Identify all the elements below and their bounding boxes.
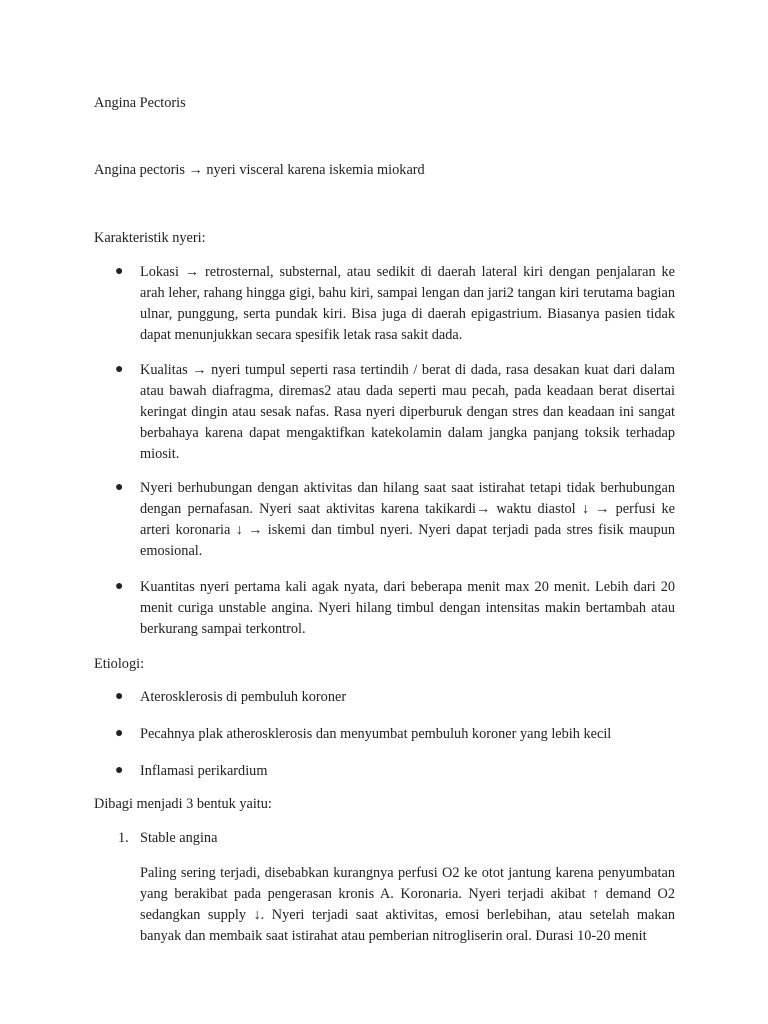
definition-line: Angina pectoris → nyeri visceral karena iskemia miokard bbox=[94, 162, 425, 178]
bullet-icon: ● bbox=[115, 689, 124, 704]
bullet-icon: ● bbox=[115, 579, 124, 594]
document-title: Angina Pectoris bbox=[94, 95, 186, 111]
bentuk-item-description: Paling sering terjadi, disebabkan kurangnya perfusi O2 ke otot jantung karena penyumbatan yang berakibat pada pengerasan kronis A. Koronaria. Nyeri terjadi akibat ↑ demand O2 sedangkan supply ↓. Nyeri terjadi saat aktivitas, emosi berlebihan, atau setelah makan banyak dan membaik saat istirahat atau pemberian nitrogliserin oral. Durasi 10-20 menit bbox=[140, 865, 675, 944]
bullet-icon: ● bbox=[115, 763, 124, 778]
karakteristik-item-kuantitas: Kuantitas nyeri pertama kali agak nyata, dari beberapa menit max 20 menit. Lebih dari 20 menit curiga unstable angina. Nyeri hilang timbul dengan intensitas makin bertambah atau berkurang sampai terkontrol. bbox=[140, 579, 675, 637]
etiologi-heading: Etiologi: bbox=[94, 656, 145, 672]
bentuk-heading: Dibagi menjadi 3 bentuk yaitu: bbox=[94, 796, 272, 812]
etiologi-item: Aterosklerosis di pembuluh koroner bbox=[140, 689, 347, 705]
etiologi-item: Pecahnya plak atherosklerosis dan menyumbat pembuluh koroner yang lebih kecil bbox=[140, 726, 612, 742]
karakteristik-item-lokasi: Lokasi → retrosternal, substernal, atau sedikit di daerah lateral kiri dengan penjalaran ke arah leher, rahang hingga gigi, bahu kiri, sampai lengan dan jari2 tangan kiri terutama bagian ulnar, punggung, serta pundak kiri. Bisa juga di daerah epigastrium. Biasanya pasien tidak dapat menunjukkan secara spesifik letak rasa sakit dada. bbox=[140, 264, 675, 343]
karakteristik-heading: Karakteristik nyeri: bbox=[94, 230, 206, 246]
bentuk-item-name: Stable angina bbox=[140, 830, 218, 846]
karakteristik-item-kualitas: Kualitas → nyeri tumpul seperti rasa tertindih / berat di dada, rasa desakan kuat dari dalam atau bawah diafragma, diremas2 atau dada seperti mau pecah, pada keadaan berat disertai keringat dingin atau sesak nafas. Rasa nyeri diperburuk dengan stres dan keadaan ini sangat berbahaya karena dapat mengaktifkan katekolamin dalam jangka panjang toksik terhadap miosit. bbox=[140, 362, 675, 462]
karakteristik-item-aktivitas: Nyeri berhubungan dengan aktivitas dan hilang saat saat istirahat tetapi tidak berhubungan dengan pernafasan. Nyeri saat aktivitas karena takikardi→ waktu diastol ↓ → perfusi ke arteri koronaria ↓ → iskemi dan timbul nyeri. Nyeri dapat terjadi pada stres fisik maupun emosional. bbox=[140, 480, 675, 559]
bullet-icon: ● bbox=[115, 264, 124, 279]
bullet-icon: ● bbox=[115, 362, 124, 377]
list-number: 1. bbox=[118, 830, 129, 846]
bullet-icon: ● bbox=[115, 480, 124, 495]
etiologi-item: Inflamasi perikardium bbox=[140, 763, 268, 779]
bullet-icon: ● bbox=[115, 726, 124, 741]
